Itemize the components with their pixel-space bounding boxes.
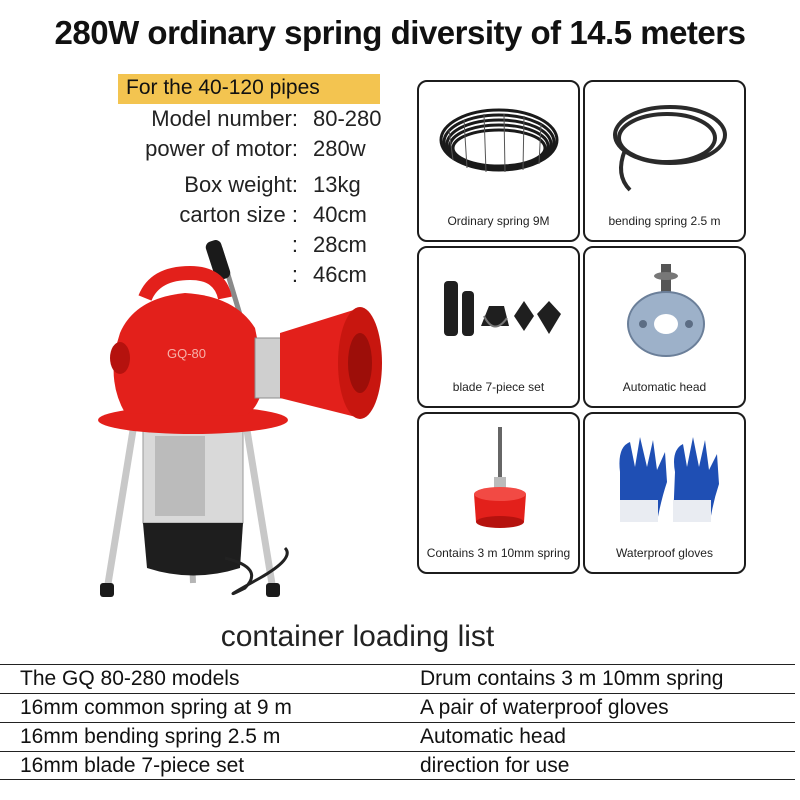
accessory-card xyxy=(417,412,580,574)
loading-list-title: container loading list xyxy=(220,620,495,653)
spec-label: power of motor: xyxy=(145,136,298,161)
spec-row-model xyxy=(100,106,410,136)
accessory-caption: Automatic head xyxy=(622,380,707,394)
spec-row-carton-length xyxy=(100,202,410,232)
spec-value: 280w xyxy=(313,136,366,161)
spec-value: 46cm xyxy=(313,262,367,287)
table-cell: The GQ 80-280 models xyxy=(20,667,240,690)
drain-cleaner-machine-image xyxy=(95,238,395,608)
spec-value: 13kg xyxy=(313,172,361,197)
accessory-card xyxy=(417,246,580,408)
coiled-spring-icon xyxy=(429,90,570,202)
spec-label: carton size : xyxy=(179,202,298,227)
table-cell: Automatic head xyxy=(420,725,566,748)
automatic-head-icon xyxy=(595,256,736,368)
accessory-card xyxy=(583,412,746,574)
spec-row-power xyxy=(100,136,410,166)
accessory-card xyxy=(417,80,580,242)
loading-list-table xyxy=(0,664,795,780)
gloves-icon xyxy=(595,422,736,534)
spec-label: Model number: xyxy=(151,106,298,131)
table-row xyxy=(0,722,795,751)
spec-label: Box weight: xyxy=(184,172,298,197)
page-title: 280W ordinary spring diversity of 14.5 meters xyxy=(54,14,746,51)
spec-value: 40cm xyxy=(313,202,367,227)
blade-set-icon xyxy=(429,256,570,368)
spec-label: : xyxy=(291,232,298,257)
brand-mark: GQ-80 xyxy=(167,346,207,361)
pipe-size-badge: For the 40-120 pipes xyxy=(118,74,380,104)
accessory-caption: blade 7-piece set xyxy=(452,380,545,394)
table-cell: Drum contains 3 m 10mm spring xyxy=(420,667,724,690)
table-row xyxy=(0,751,795,780)
spec-row-weight xyxy=(100,172,410,202)
table-cell: 16mm blade 7-piece set xyxy=(20,754,245,777)
drum-spring-icon xyxy=(429,422,570,534)
spec-label: : xyxy=(291,262,298,287)
accessory-caption: Waterproof gloves xyxy=(616,546,713,560)
accessory-grid xyxy=(417,80,747,576)
table-cell: 16mm common spring at 9 m xyxy=(20,696,292,719)
table-row xyxy=(0,693,795,722)
spec-value: 80-280 xyxy=(313,106,382,131)
accessory-caption: bending spring 2.5 m xyxy=(608,214,721,228)
bending-spring-icon xyxy=(595,90,736,202)
accessory-card xyxy=(583,246,746,408)
accessory-caption: Contains 3 m 10mm spring xyxy=(426,546,571,560)
spec-value: 28cm xyxy=(313,232,367,257)
table-cell: direction for use xyxy=(420,754,570,777)
accessory-caption: Ordinary spring 9M xyxy=(447,214,550,228)
table-cell: 16mm bending spring 2.5 m xyxy=(20,725,281,748)
accessory-card xyxy=(583,80,746,242)
table-row xyxy=(0,664,795,693)
table-cell: A pair of waterproof gloves xyxy=(420,696,669,719)
